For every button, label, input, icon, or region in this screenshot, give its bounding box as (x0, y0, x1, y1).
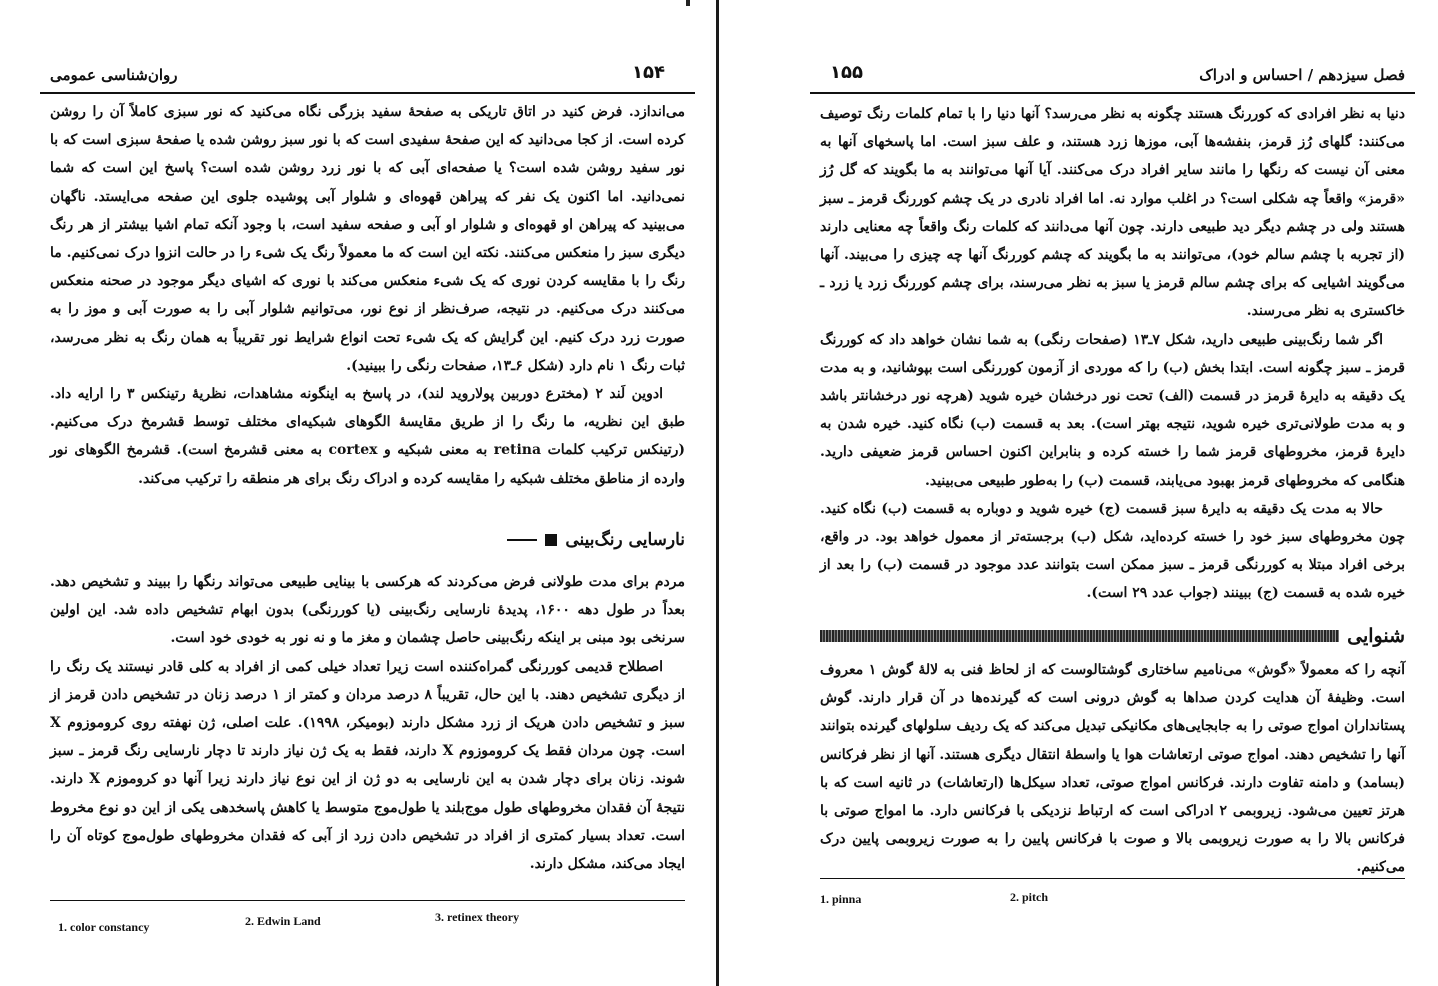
right-page (810, 0, 1415, 986)
paragraph: اگر شما رنگ‌بینی طبیعی دارید، شکل ۷ـ۱۳ (صفحات رنگی) به شما نشان خواهد داد که کوررنگ قرمز ـ سبز چگونه است. ابتدا بخش (ب) را که موردی از آزمون کوررنگی است بپوشانید، و به مدت یک دقیقه به دایرهٔ قرمز در قسمت (الف) تحت نور درخشان خیره شوید (هرچه نور درخشانتر باشد و به مدت طولانی‌تری خیره شوید، نتیجه بهتر است). بعد به قسمت (ب) نگاه کنید. خیره شدن به دایرهٔ قرمز، مخروطهای قرمز شما را خسته کرده و بنابراین اکنون احساس قرمز ضعیفی دارید. هنگامی که مخروطهای قرمز بهبود می‌یابند، قسمت (ب) را به‌طور طبیعی می‌بینید. (820, 331, 1405, 489)
left-page-header (40, 62, 695, 94)
heading-rule (507, 539, 537, 541)
heading-texture-bar (820, 630, 1339, 642)
paragraph: ادوین لَند ۲ (مخترع دوربین پولاروید لند)، در پاسخ به اینگونه مشاهدات، نظریهٔ رتینکس ۳ را ارایه داد. طبق این نظریه، ما رنگ را از طریق مقایسهٔ الگوهای شبکیه‌ای مختلف توسط قشرمخ درک می‌کنیم. (رتینکس ترکیب کلمات retina به معنی شبکیه و cortex به معنی قشرمخ است). قشرمخ الگوهای نور وارده از مناطق مختلف شبکیه را مقایسه کرده و ادراک رنگ برای هر منطقه را ترکیب می‌کند. (50, 386, 685, 487)
footnote: 3. retinex theory (435, 910, 520, 924)
paragraph: می‌اندازد. فرض کنید در اتاق تاریکی به صفحهٔ سفید بزرگی نگاه می‌کنید که نور سبزی کاملاً آن را روشن کرده است. از کجا می‌دانید که این صفحهٔ سفیدی است که با نور سبز روشن شده یا صفحهٔ سبزی است که با نور سفید روشن شده است؟ یا صفحه‌ای آبی که با نور زرد روشن شده است؟ پاسخ این است که شما نمی‌دانید. اما اکنون یک نفر که پیراهن قهوه‌ای و شلوار آبی پوشیده جلوی این صفحه می‌ایستد. ناگهان می‌بینید که پیراهن او قهوه‌ای و شلوار او آبی و صفحه سفید است، با وجود آنکه تمام اشیا بیشتر از هر رنگ دیگری سبز را منعکس می‌کنند. نکته این است که ما معمولاً رنگ یک شیء را در حالت انزوا درک نمی‌کنیم. ما رنگ را با مقایسه کردن نوری که یک شیء منعکس می‌کند با نوری که اشیای دیگر موجود در صحنه منعکس می‌کنند درک می‌کنیم. در نتیجه، صرف‌نظر از نوع نور، می‌توانیم شلوار آبی را به صورت آبی و موز را به صورت زرد درک کنیم. این گرایش که یک شیء تحت انواع شرایط نور تقریباً به همان رنگ به نظر می‌رسد، ثبات رنگ ۱ نام دارد (شکل ۶ـ۱۳، صفحات رنگی را ببینید). (49, 104, 685, 374)
running-title: روان‌شناسی عمومی (50, 66, 178, 84)
heading-bullet-icon (545, 534, 557, 546)
right-body-text (820, 100, 1405, 608)
paragraph: مردم برای مدت طولانی فرض می‌کردند که هرکسی با بینایی طبیعی می‌تواند رنگها را ببیند و تشخیص دهد. بعداً در طول دهه ۱۶۰۰، پدیدهٔ نارسایی رنگ‌بینی (یا کوررنگی) بدون ابهام تشخیص داده شد. این اولین سرنخی بود مبنی بر اینکه رنگ‌بینی حاصل چشمان و مغز ما و نه نور به خودی خود است. (50, 574, 685, 647)
footnote: 2. pitch (1010, 890, 1049, 904)
left-section-text (50, 568, 685, 878)
paragraph: حالا به مدت یک دقیقه به دایرهٔ سبز قسمت (ج) خیره شوید و دوباره به قسمت (ب) نگاه کنید. چون مخروطهای سبز خود را خسته کرده‌اید، شکل (ب) برجسته‌تر از معمول خواهد بود. در واقع، برخی افراد مبتلا به کوررنگی قرمز ـ سبز ممکن است بتوانند عدد موجود در قسمت (ب) را بعد از خیره شده به قسمت (ج) ببینند (جواب عدد ۲۹ است). (820, 500, 1405, 602)
footnote-rule (50, 900, 685, 901)
section-heading (507, 530, 685, 550)
paragraph: دنیا به نظر افرادی که کوررنگ هستند چگونه به نظر می‌رسد؟ آنها دنیا را با تمام کلمات رنگ توصیف می‌کنند: گلهای رُز قرمز، بنفشه‌ها آبی، موزها زرد هستند، و علف سبز است. اما پاسخهای آنها به معنی آن نیست که رنگها را مانند سایر افراد درک می‌کنند. آیا آنها می‌توانند به ما بگویند که گل رُز «قرمز» واقعاً چه شکلی است؟ در اغلب موارد نه. اما افراد نادری در یک چشم کوررنگ قرمز ـ سبز هستند ولی در چشم دیگر دید طبیعی دارند. چون آنها می‌دانند که کلمات رنگ واقعاً چه معنایی دارند (از تجربه با چشم سالم خود)، می‌توانند به ما بگویند که چشم کوررنگ آنها چه چیزی را می‌بیند. آنها می‌گویند اشیایی که برای چشم سالم قرمز یا سبز به نظر می‌رسند، برای چشم کوررنگ زرد یا زرد ـ خاکستری به نظر می‌رسند. (820, 106, 1405, 320)
book-spine (716, 0, 719, 986)
section-title: شنوایی (1347, 625, 1405, 647)
footnote: 1. color constancy (58, 920, 150, 934)
paragraph: آنچه را که معمولاً «گوش» می‌نامیم ساختاری گوشتالوست که از لحاظ فنی به لالهٔ گوش ۱ معروف است. وظیفهٔ آن هدایت کردن صداها به گوش درونی است که گیرنده‌ها در آن قرار دارند. گوش پستانداران امواج صوتی را به جابجایی‌های مکانیکی تبدیل می‌کند که یک ردیف سلولهای گیرنده بتوانند آنها را تشخیص دهند. امواج صوتی ارتعاشات هوا یا واسطهٔ انتقال دیگری هستند. آنها از نظر فرکانس (بسامد) و دامنه تفاوت دارند. فرکانس امواج صوتی، تعداد سیکل‌ها (ارتعاشات) در ثانیه است که با هرتز تعیین می‌شود. زیروبمی ۲ ادراکی است که ارتباط نزدیکی با فرکانس دارد. ما امواج صوتی با فرکانس بالا را به صورت زیروبمی بالا و صوت با فرکانس پایین را به صورت زیروبمی پایین درک می‌کنیم. (820, 662, 1405, 876)
paragraph: اصطلاح قدیمی کوررنگی گمراه‌کننده است زیرا تعداد خیلی کمی از افراد به کلی قادر نیستند یک رنگ را از دیگری تشخیص دهند. با این حال، تقریباً ۸ درصد مردان و کمتر از ۱ درصد زنان در تشخیص دادن قرمز از سبز و تشخیص دادن هریک از زرد مشکل دارند (بومیکر، ۱۹۹۸). علت اصلی، ژن نهفته روی کروموزوم X است. چون مردان فقط یک کروموزوم X دارند، فقط به یک ژن نیاز دارند تا دچار نارسایی رنگ قرمز ـ سبز شوند. زنان برای دچار شدن به این نارسایی به دو ژن از این نوع نیاز دارند زیرا آنها دو کروموزم X دارند. نتیجهٔ آن فقدان مخروطهای طول موج‌بلند یا طول‌موج متوسط یا کاهش پاسخدهی یکی از این دو نوع مخروط است. تعداد بسیار کمتری از افراد در تشخیص دادن زرد از آبی که فقدان مخروطهای طول‌موج کوتاه آن را ایجاد می‌کند، مشکل دارند. (50, 658, 685, 873)
right-page-header (810, 62, 1415, 94)
right-section-text (820, 656, 1405, 882)
footnote: 2. Edwin Land (245, 914, 321, 928)
left-body-text (50, 98, 685, 493)
left-page (40, 0, 695, 986)
section-title: نارسایی رنگ‌بینی (565, 530, 685, 550)
footnote: 1. pinna (820, 892, 862, 906)
section-heading (820, 622, 1405, 650)
footnote-rule (820, 878, 1405, 879)
page-number: ۱۵۵ (830, 62, 863, 83)
running-title: فصل سیزدهم / احساس و ادراک (1199, 66, 1405, 84)
page-number: ۱۵۴ (632, 62, 665, 83)
